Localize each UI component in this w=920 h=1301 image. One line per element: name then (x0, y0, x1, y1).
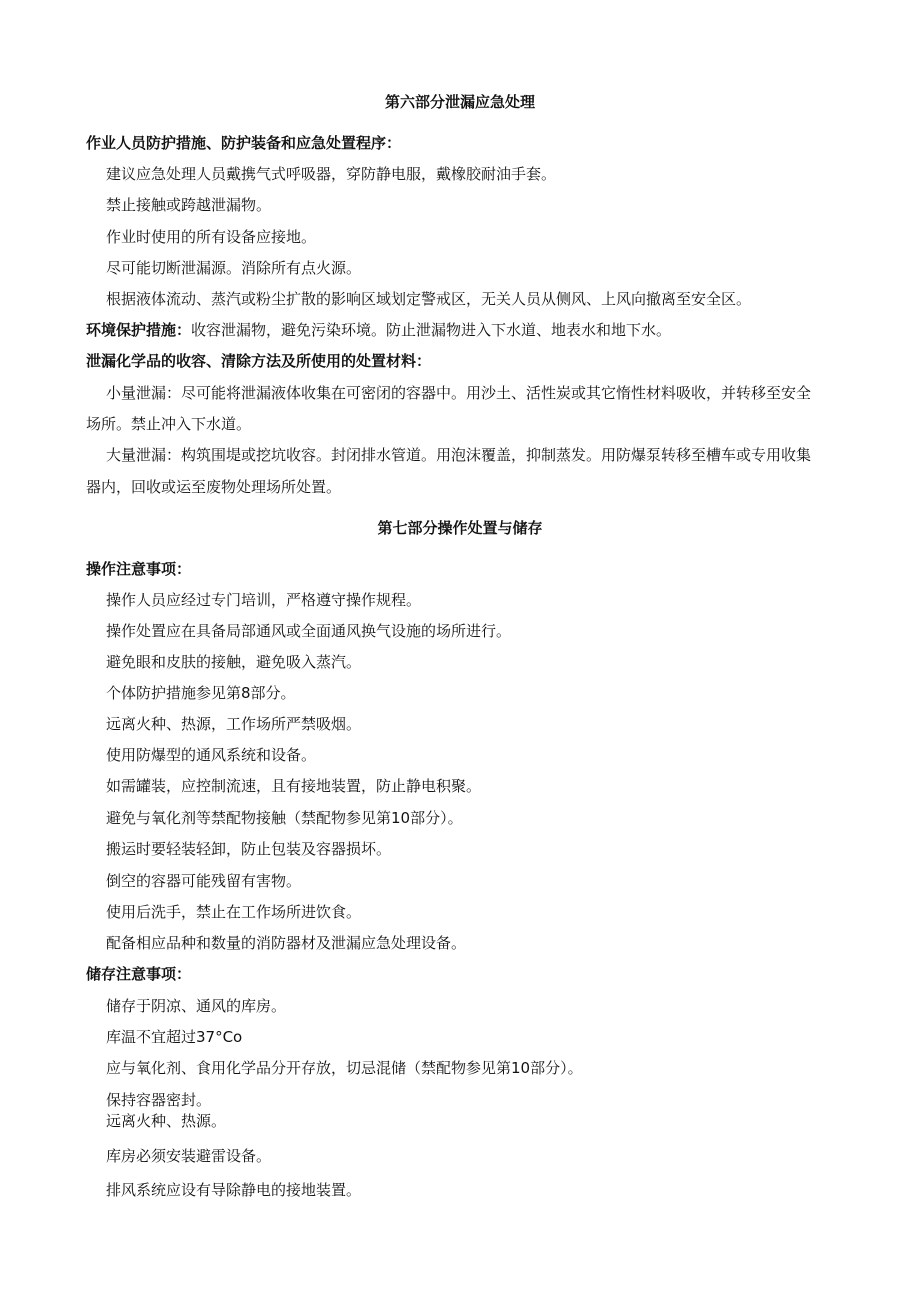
list-item: 如需罐装，应控制流速，且有接地装置，防止静电积聚。 (106, 777, 482, 795)
list-item: 库房必须安装避雷设备。 (106, 1147, 272, 1165)
small-spill-line-1: 小量泄漏：尽可能将泄漏液体收集在可密闭的容器中。用沙土、活性炭或其它惰性材料吸收，并转移至安全 (106, 384, 812, 402)
list-item: 尽可能切断泄漏源。消除所有点火源。 (106, 259, 362, 277)
large-spill-line-1: 大量泄漏：构筑围堤或挖坑收容。封闭排水管道。用泡沫覆盖，抑制蒸发。用防爆泵转移至槽车或专用收集 (106, 446, 812, 464)
section6-title: 第六部分泄漏应急处理 (384, 93, 535, 111)
list-item: 个体防护措施参见第8部分。 (106, 684, 296, 702)
list-item: 避免与氧化剂等禁配物接触（禁配物参见第10部分）。 (106, 809, 463, 827)
env-protection-line (0, 320, 920, 340)
list-item: 使用后洗手，禁止在工作场所进饮食。 (106, 903, 362, 921)
list-item: 根据液体流动、蒸汽或粉尘扩散的影响区域划定警戒区，无关人员从侧风、上风向撤离至安全区。 (106, 290, 752, 308)
env-protection-text: 收容泄漏物，避免污染环境。防止泄漏物进入下水道、地表水和地下水。 (191, 321, 672, 339)
list-item: 库温不宜超过37°Co (106, 1028, 243, 1046)
storage-heading: 储存注意事项： (86, 965, 192, 983)
list-item: 储存于阴凉、通风的库房。 (106, 997, 287, 1015)
list-item: 使用防爆型的通风系统和设备。 (106, 746, 317, 764)
section7-title: 第七部分操作处置与储存 (377, 519, 543, 537)
small-spill-line-2: 场所。禁止冲入下水道。 (86, 415, 252, 433)
operation-heading: 操作注意事项： (86, 560, 192, 578)
list-item: 远离火种、热源。 (106, 1112, 227, 1130)
env-protection-label: 环境保护措施： (86, 321, 192, 339)
list-item: 排风系统应设有导除静电的接地装置。 (106, 1181, 362, 1199)
list-item: 保持容器密封。 (106, 1091, 212, 1109)
list-item: 倒空的容器可能残留有害物。 (106, 872, 302, 890)
list-item: 避免眼和皮肤的接触，避免吸入蒸汽。 (106, 653, 362, 671)
list-item: 操作处置应在具备局部通风或全面通风换气设施的场所进行。 (106, 622, 512, 640)
personal-protection-heading: 作业人员防护措施、防护装备和应急处置程序： (86, 134, 402, 152)
list-item: 禁止接触或跨越泄漏物。 (106, 196, 272, 214)
cleanup-heading: 泄漏化学品的收容、清除方法及所使用的处置材料： (86, 352, 432, 370)
list-item: 操作人员应经过专门培训，严格遵守操作规程。 (106, 591, 422, 609)
list-item: 远离火种、热源，工作场所严禁吸烟。 (106, 715, 362, 733)
list-item: 配备相应品种和数量的消防器材及泄漏应急处理设备。 (106, 934, 467, 952)
list-item: 应与氧化剂、食用化学品分开存放，切忌混储（禁配物参见第10部分）。 (106, 1059, 583, 1077)
list-item: 作业时使用的所有设备应接地。 (106, 228, 317, 246)
list-item: 搬运时要轻装轻卸，防止包装及容器损坏。 (106, 840, 392, 858)
list-item: 建议应急处理人员戴携气式呼吸器，穿防静电服，戴橡胶耐油手套。 (106, 165, 557, 183)
large-spill-line-2: 器内，回收或运至废物处理场所处置。 (86, 478, 342, 496)
